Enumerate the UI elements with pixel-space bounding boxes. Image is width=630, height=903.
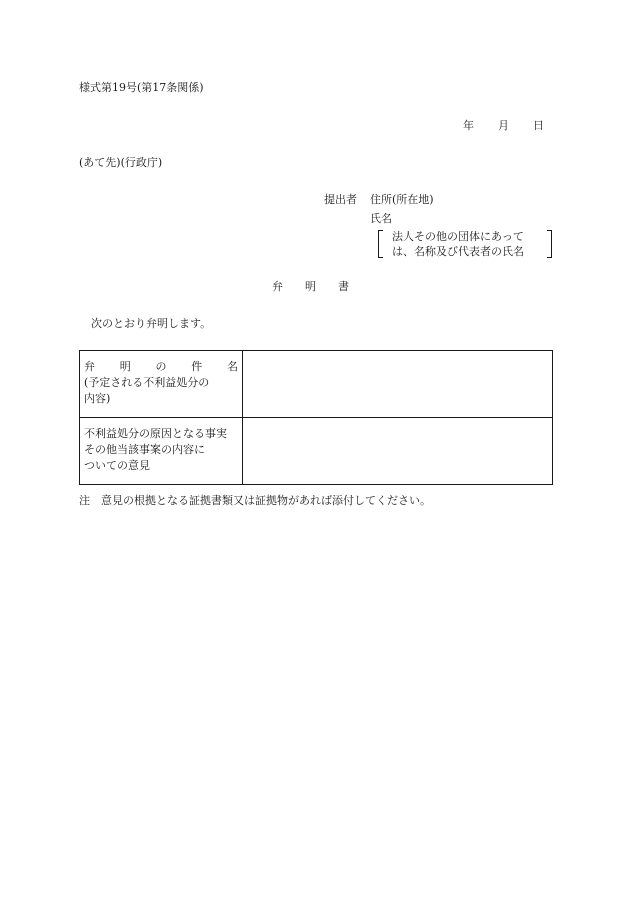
- left-bracket: [378, 230, 383, 258]
- opinion-label-line-1: 不利益処分の原因となる事実: [84, 427, 227, 440]
- right-bracket: [547, 230, 552, 258]
- subject-label-line-3: 内容): [84, 392, 111, 405]
- date-year: 年: [463, 119, 474, 132]
- date-month: 月: [498, 119, 509, 132]
- opinion-label-cell: [80, 418, 243, 485]
- note-line-2: は、名称及び代表者の氏名: [392, 245, 524, 258]
- opinion-value-cell[interactable]: [243, 418, 553, 485]
- opinion-label-line-3: ついての意見: [84, 459, 150, 472]
- table-row: [80, 351, 553, 418]
- note-line-1: 法人その他の団体にあって: [392, 230, 524, 243]
- submitter-label: 提出者: [324, 193, 357, 206]
- corporate-name-note: [378, 229, 552, 259]
- address-label: 住所(所在地): [370, 193, 434, 206]
- intro-text: 次のとおり弁明します。: [91, 317, 212, 330]
- subject-label-line-2: (予定される不利益処分の: [84, 376, 210, 389]
- subject-label-cell: [80, 351, 243, 418]
- addressee: (あて先)(行政庁): [79, 156, 163, 169]
- subject-label: 弁 明 の 件 名: [84, 360, 238, 373]
- defense-form-table: [79, 350, 553, 485]
- footnote: 注 意見の根拠となる証拠書類又は証拠物があれば添付してください。: [79, 494, 431, 507]
- form-number: 様式第19号(第17条関係): [79, 81, 204, 94]
- opinion-label-line-2: その他当該事案の内容に: [84, 443, 205, 456]
- date-day: 日: [533, 119, 544, 132]
- name-label: 氏名: [370, 212, 392, 225]
- date-line: [463, 119, 544, 133]
- corporate-name-note-text: [392, 229, 524, 259]
- document-title: 弁明書: [272, 280, 371, 293]
- table-row: [80, 418, 553, 485]
- subject-value-cell[interactable]: [243, 351, 553, 418]
